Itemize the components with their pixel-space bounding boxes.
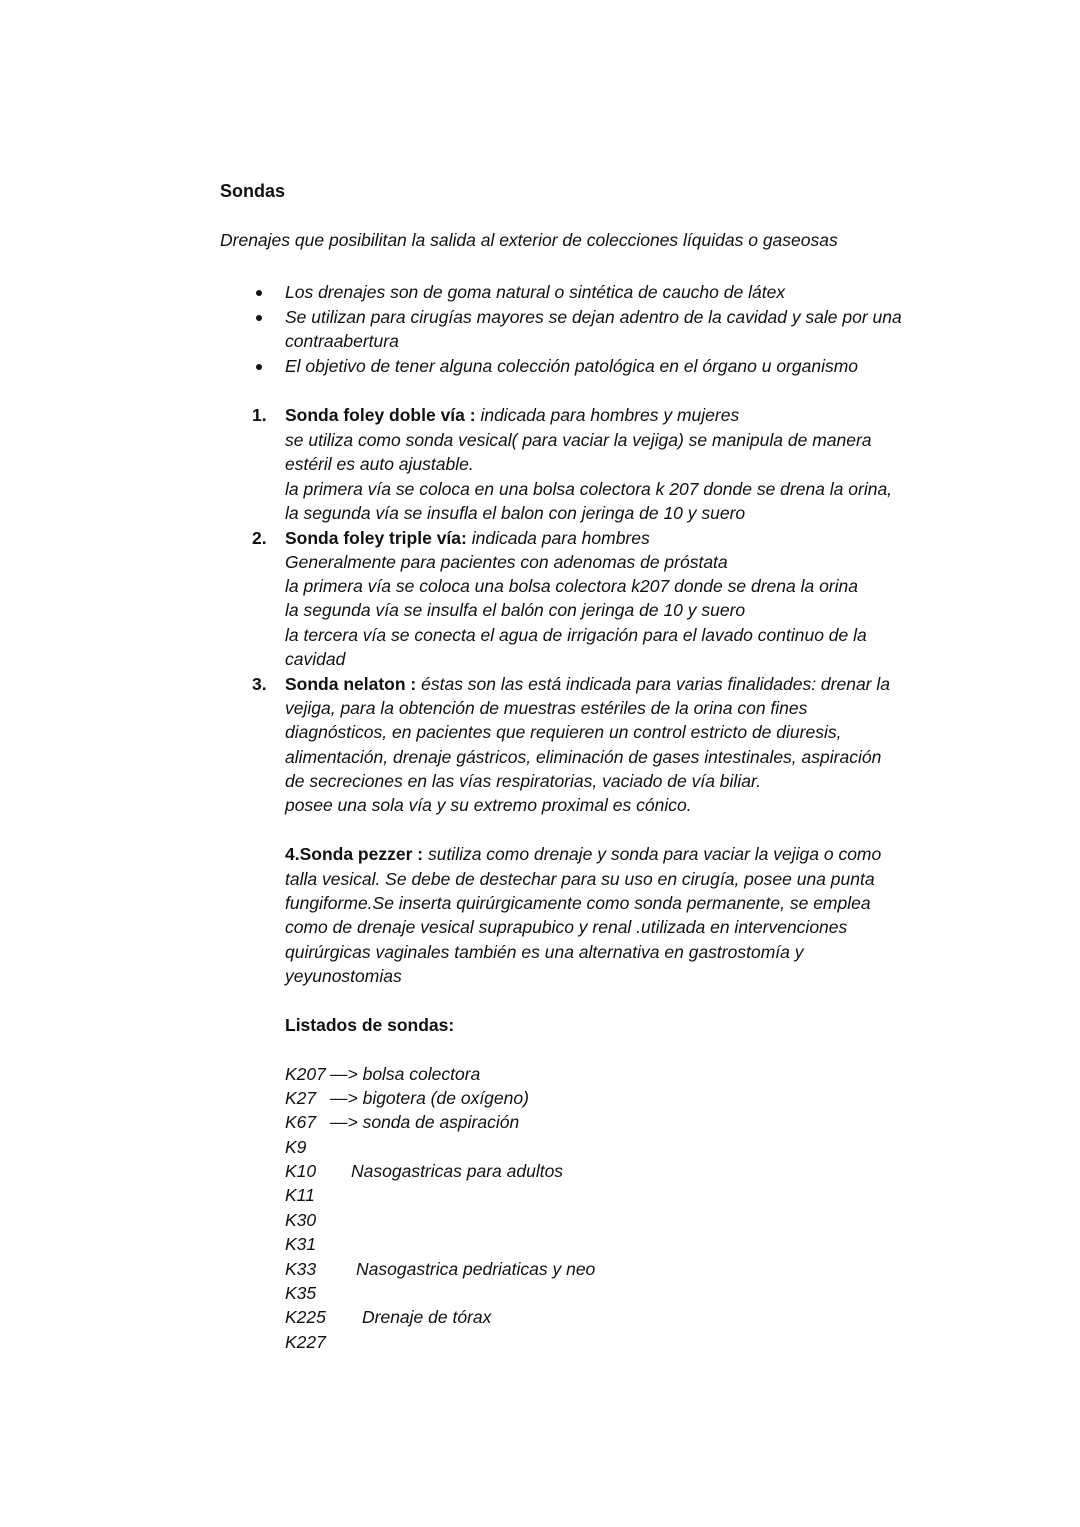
code-k67-desc: —> sonda de aspiración	[330, 1112, 520, 1132]
list-item-heading: Sonda foley triple vía:	[285, 528, 467, 548]
bullet-dot	[256, 364, 262, 370]
list-item-line: talla vesical. Se debe de destechar para su uso en cirugía, posee una punta	[285, 869, 875, 889]
code-k227: K227	[285, 1332, 326, 1352]
list-item-line: Generalmente para pacientes con adenomas de próstata	[285, 552, 728, 572]
list-item-heading-line	[285, 403, 739, 427]
list-item-line: vejiga, para la obtención de muestras estériles de la orina con fines	[285, 698, 808, 718]
list-item-heading-line	[285, 672, 890, 696]
list-item-line: se utiliza como sonda vesical( para vaciar la vejiga) se manipula de manera	[285, 430, 872, 450]
list-item-line: alimentación, drenaje gástricos, eliminación de gases intestinales, aspiración	[285, 747, 882, 767]
code-k9: K9	[285, 1137, 307, 1157]
list-item-line: quirúrgicas vaginales también es una alternativa en gastrostomía y	[285, 942, 804, 962]
list-item-lead: indicada para hombres y mujeres	[475, 405, 740, 425]
code-k27-desc: —> bigotera (de oxígeno)	[330, 1088, 529, 1108]
list-item-heading: Sonda nelaton :	[285, 674, 417, 694]
list-number: 3.	[252, 674, 267, 694]
list-item-heading: 4.Sonda pezzer :	[285, 844, 424, 864]
list-item-lead: éstas son las está indicada para varias finalidades: drenar la	[416, 674, 890, 694]
code-k30: K30	[285, 1210, 317, 1230]
list-item-lead: indicada para hombres	[466, 528, 650, 548]
code-k33: K33	[285, 1259, 317, 1279]
list-item-line: diagnósticos, en pacientes que requieren un control estricto de diuresis,	[285, 722, 842, 742]
list-item-line: la tercera vía se conecta el agua de irrigación para el lavado continuo de la	[285, 625, 867, 645]
list-item-line: cavidad	[285, 649, 346, 669]
list-item-line: como de drenaje vesical suprapubico y renal .utilizada en intervenciones	[285, 917, 848, 937]
list-item-line: fungiforme.Se inserta quirúrgicamente como sonda permanente, se emplea	[285, 893, 871, 913]
code-k207-desc: —> bolsa colectora	[330, 1064, 481, 1084]
subtitle: Drenajes que posibilitan la salida al exterior de colecciones líquidas o gaseosas	[220, 230, 838, 250]
code-k11: K11	[285, 1185, 315, 1205]
bullet-item: Los drenajes son de goma natural o sintética de caucho de látex	[285, 282, 786, 302]
list-item-heading-line	[285, 526, 650, 550]
code-k67: K67	[285, 1112, 317, 1132]
page-title: Sondas	[220, 181, 286, 201]
list-item-heading-line	[285, 842, 881, 866]
list-item-heading: Sonda foley doble vía :	[285, 405, 476, 425]
code-k207: K207	[285, 1064, 326, 1084]
bullet-item: El objetivo de tener alguna colección patológica en el órgano u organismo	[285, 356, 859, 376]
code-k33-desc: Nasogastrica pedriaticas y neo	[356, 1259, 596, 1279]
bullet-dot	[256, 290, 262, 296]
code-k10: K10	[285, 1161, 317, 1181]
code-k225-desc: Drenaje de tórax	[362, 1307, 492, 1327]
list-item-line: yeyunostomias	[285, 966, 402, 986]
bullet-item: Se utilizan para cirugías mayores se dejan adentro de la cavidad y sale por una	[285, 307, 902, 327]
code-k27: K27	[285, 1088, 317, 1108]
list-item-line: la primera vía se coloca en una bolsa colectora k 207 donde se drena la orina,	[285, 479, 893, 499]
list-number: 2.	[252, 528, 267, 548]
list-heading: Listados de sondas:	[285, 1015, 455, 1035]
code-k31: K31	[285, 1234, 317, 1254]
list-number: 1.	[252, 405, 267, 425]
code-k225: K225	[285, 1307, 326, 1327]
list-item-line: estéril es auto ajustable.	[285, 454, 474, 474]
list-item-line: de secreciones en las vías respiratorias, vaciado de vía biliar.	[285, 771, 761, 791]
code-k35: K35	[285, 1283, 317, 1303]
list-item-line: la segunda vía se insufla el balon con jeringa de 10 y suero	[285, 503, 746, 523]
list-item-line: posee una sola vía y su extremo proximal es cónico.	[285, 795, 692, 815]
list-item-lead: sutiliza como drenaje y sonda para vaciar la vejiga o como	[423, 844, 882, 864]
bullet-dot	[256, 315, 262, 321]
bullet-item-continuation: contraabertura	[285, 331, 399, 351]
code-k10-desc: Nasogastricas para adultos	[351, 1161, 564, 1181]
list-item-line: la segunda vía se insulfa el balón con jeringa de 10 y suero	[285, 600, 746, 620]
list-item-line: la primera vía se coloca una bolsa colectora k207 donde se drena la orina	[285, 576, 858, 596]
